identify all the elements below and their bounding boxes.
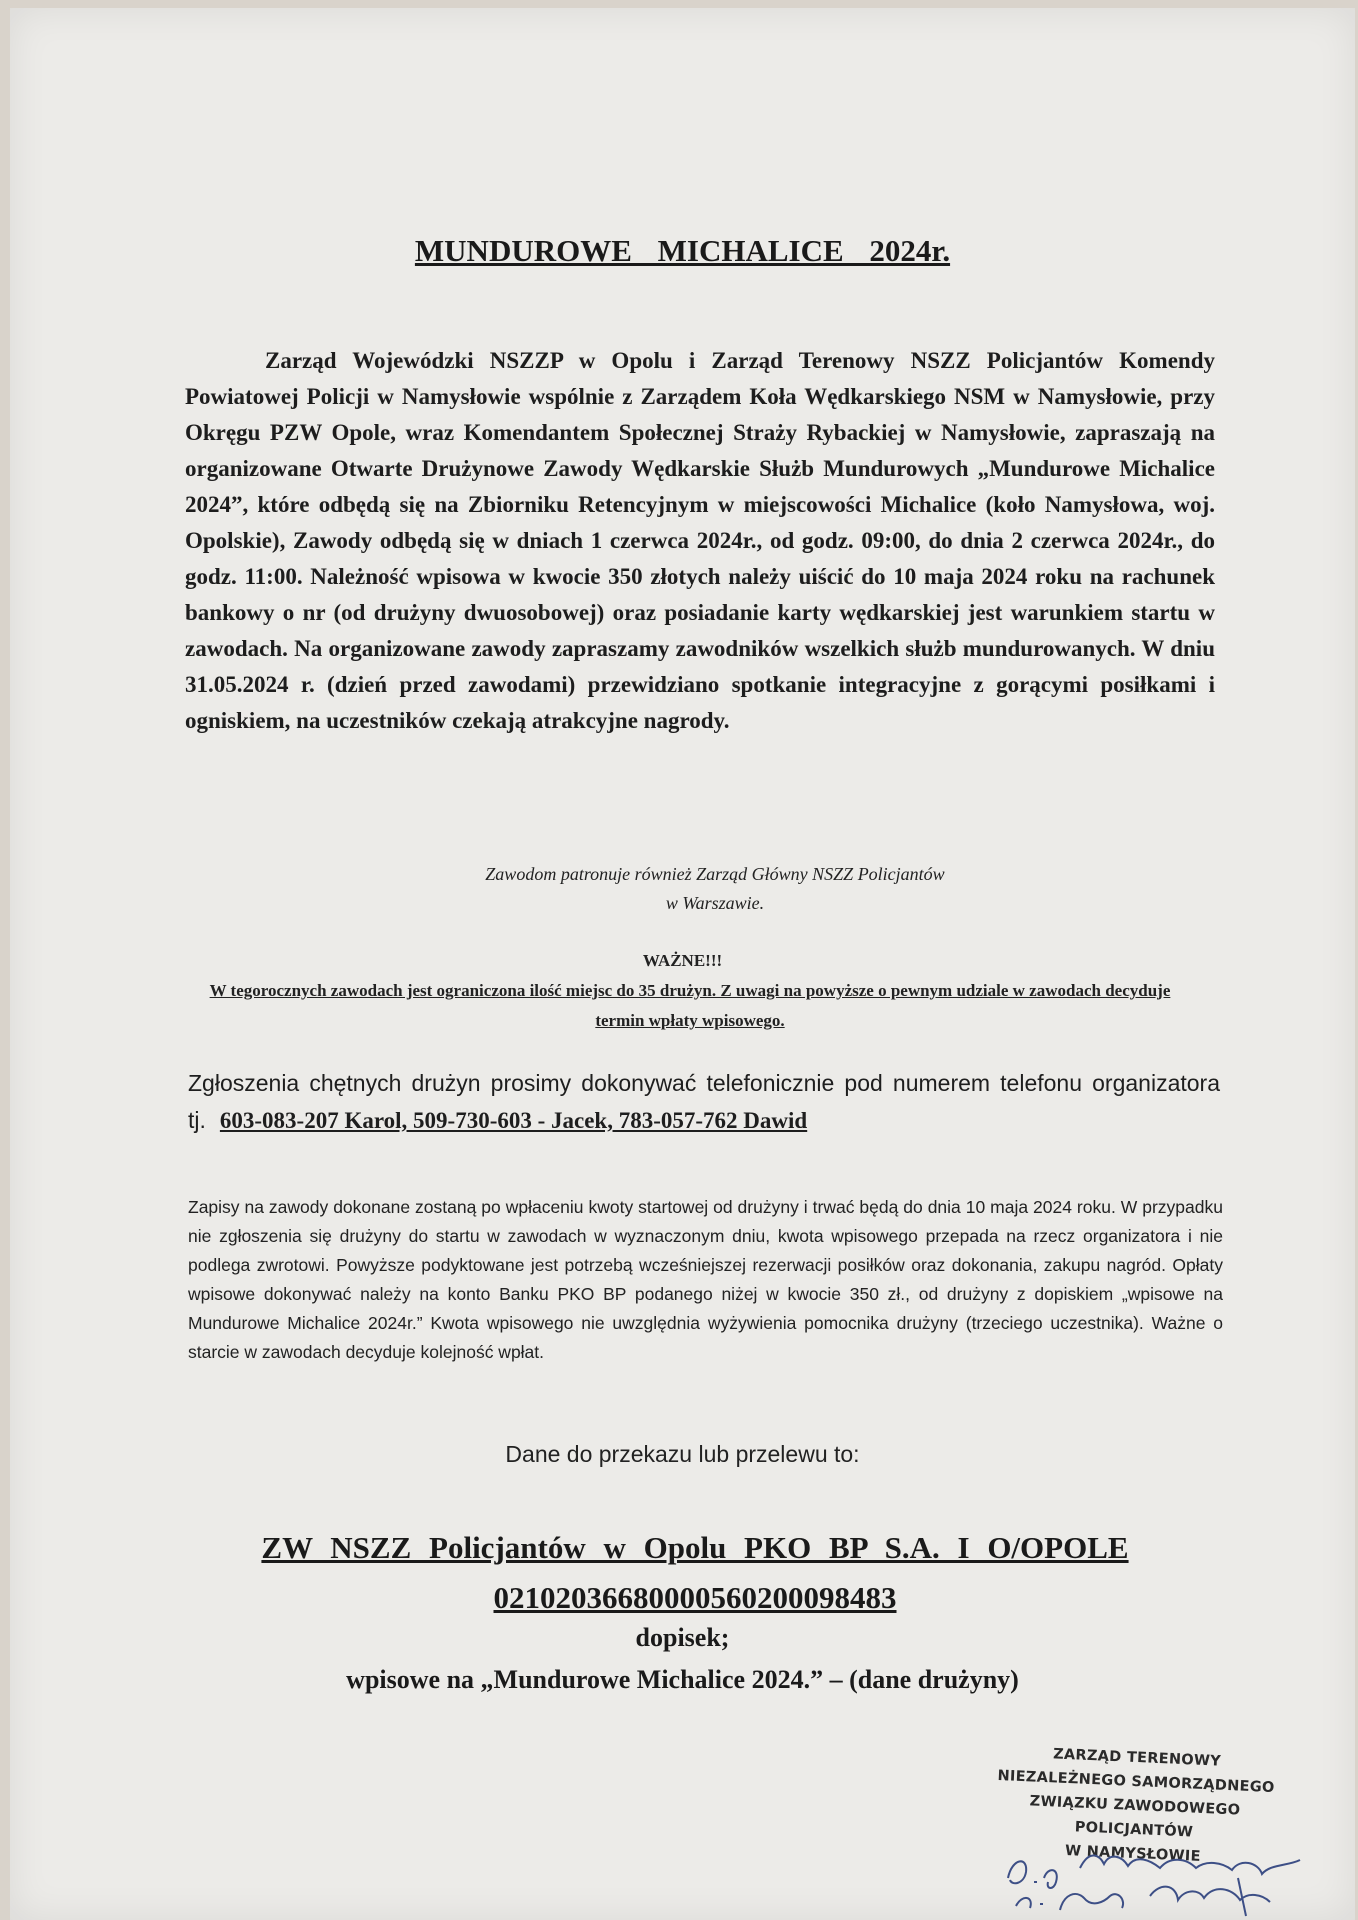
document-title: MUNDUROWE MICHALICE 2024r. (414, 233, 951, 268)
bank-name: ZW NSZZ Policjantów w Opolu PKO BP S.A. I O/OPOLE (261, 1530, 1129, 1565)
registration-text: Zgłoszenia chętnych drużyn prosimy dokonywać telefonicznie pod numerem telefonu organizatora tj. (188, 1070, 1220, 1133)
document-page (10, 8, 1355, 1920)
patron-line-1: Zawodom patronuje również Zarząd Główny NSZZ Policjantów (485, 864, 945, 884)
transfer-title-text: wpisowe na „Mundurowe Michalice 2024.” – (dane drużyny) (346, 1665, 1019, 1694)
signup-paragraph: Zapisy na zawody dokonane zostaną po wpłaceniu kwoty startowej od drużyny i trwać będą do dnia 10 maja 2024 roku. W przypadku nie zgłoszenia się drużyny do startu w zawodach w wyznaczonym dniu, kwota wpisowego przepada na rzecz organizatora i nie podlega zwrotowi. Powyższe podyktowane jest potrzebą wcześniejszej rezerwacji posiłków oraz dokonania, zakupu nagród. Opłaty wpisowe dokonywać należy na konto Banku PKO BP podanego niżej w kwocie 350 zł., od drużyny z dopiskiem „wpisowe na Mundurowe Michalice 2024r.” Kwota wpisowego nie uwzględnia wyżywienia pomocnika drużyny (trzeciego uczestnika). Ważne o starcie w zawodach decyduje kolejność wpłat. (188, 1197, 1223, 1362)
registration-phones: 603-083-207 Karol, 509-730-603 - Jacek, 783-057-762 Dawid (219, 1108, 808, 1133)
stamp-line-1: ZARZĄD TERENOWY (1052, 1746, 1222, 1770)
dopisek-label: dopisek; (635, 1623, 730, 1652)
stamp-line-4: W NAMYSŁOWIE (1064, 1842, 1202, 1865)
transfer-label: Dane do przekazu lub przelewu to: (505, 1441, 860, 1467)
stamp-line-3: ZWIĄZKU ZAWODOWEGO POLICJANTÓW (1029, 1793, 1241, 1841)
bank-details (170, 1523, 1220, 1623)
handwritten-signature (1000, 1838, 1310, 1918)
patron-line-2: w Warszawie. (665, 893, 765, 913)
bank-account-number: 02102036680000560200098483 (493, 1580, 897, 1615)
stamp-line-2: NIEZALEŻNEGO SAMORZĄDNEGO (997, 1767, 1275, 1797)
intro-paragraph: Zarząd Wojewódzki NSZZP w Opolu i Zarząd Terenowy NSZZ Policjantów Komendy Powiatowej Policji w Namysłowie wspólnie z Zarządem Koła Wędkarskiego NSM w Namysłowie, przy Okręgu PZW Opole, wraz Komendantem Społecznej Straży Rybackiej w Namysłowie, zapraszają na organizowane Otwarte Drużynowe Zawody Wędkarskie Służb Mundurowych „Mundurowe Michalice 2024”, które odbędą się na Zbiorniku Retencyjnym w miejscowości Michalice (koło Namysłowa, woj. Opolskie), Zawody odbędą się w dniach 1 czerwca 2024r., od godz. 09:00, do dnia 2 czerwca 2024r., do godz. 11:00. Należność wpisowa w kwocie 350 złotych należy uiścić do 10 maja 2024 roku na rachunek bankowy o nr (od drużyny dwuosobowej) oraz posiadanie karty wędkarskiej jest warunkiem startu w zawodach. Na organizowane zawody zapraszamy zawodników wszelkich służb mundurowanych. W dniu 31.05.2024 r. (dzień przed zawodami) przewidziano spotkanie integracyjne z gorącymi posiłkami i ogniskiem, na uczestników czekają atrakcyjne nagrody. (185, 348, 1215, 733)
registration-paragraph (188, 1065, 1220, 1139)
important-text: W tegorocznych zawodach jest ograniczona ilość miejsc do 35 drużyn. Z uwagi na powyższe o pewnym udziale w zawodach decyduje termin wpłaty wpisowego. (209, 981, 1171, 1030)
patron-note (405, 860, 1025, 918)
important-heading: WAŻNE!!! (642, 951, 723, 970)
